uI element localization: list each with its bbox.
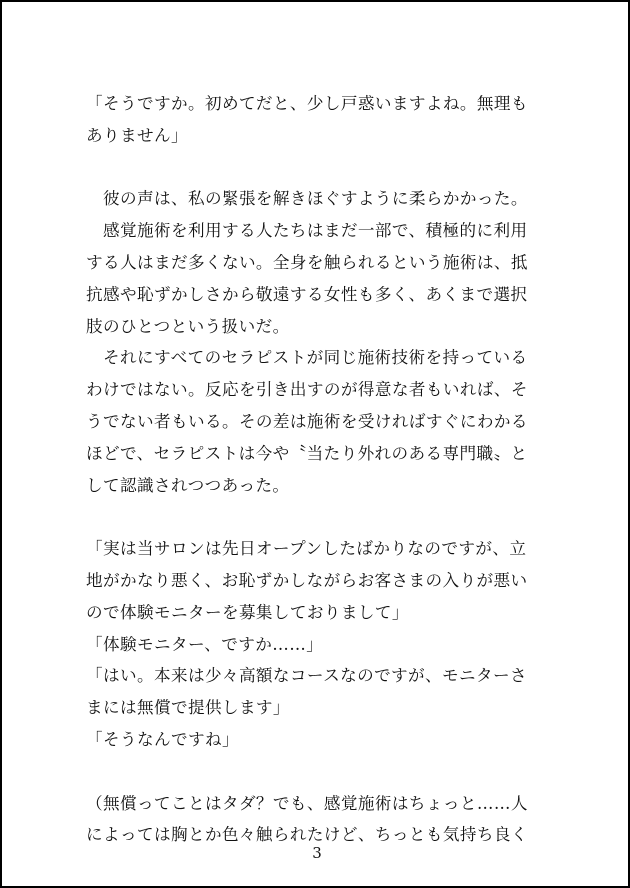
text-line: 抗感や恥ずかしさから敬遠する女性も多く、あくまで選択 — [86, 284, 528, 304]
text-line: によっては胸とか色々触られたけど、ちっとも気持ち良く — [86, 825, 528, 845]
text-line: 「そうですか。初めてだと、少し戸惑いますよね。無理も — [86, 94, 528, 113]
text-line: わけではない。反応を引き出すのが得意な者もいれば、そ — [86, 380, 528, 400]
text-line: 肢のひとつという扱いだ。 — [86, 316, 290, 336]
text-line: ありません」 — [86, 125, 188, 145]
text-line: ほどで、セラピストは今や〝当たり外れのある専門職〟と — [86, 443, 528, 463]
text-line: 彼の声は、私の緊張を解きほぐすように柔らかかった。 — [86, 189, 528, 209]
body-text — [86, 88, 556, 851]
text-line: して認識されつつあった。 — [86, 475, 290, 495]
text-line: それにすべてのセラピストが同じ施術技術を持っている — [86, 348, 528, 368]
text-line: ので体験モニターを募集しておりまして」 — [86, 602, 409, 622]
text-line: 「そうなんですね」 — [86, 729, 239, 749]
text-line: 地がかなり悪く、お恥ずかしながらお客さまの入りが悪い — [86, 570, 528, 590]
text-line: 「実は当サロンは先日オープンしたばかりなのですが、立 — [86, 539, 527, 559]
page-number: 3 — [312, 844, 322, 862]
text-line: まには無償で提供します」 — [86, 698, 290, 718]
text-line: （無償ってことはタダ？でも、感覚施術はちょっと……人 — [86, 793, 528, 813]
text-line: うでない者もいる。その差は施術を受ければすぐにわかる — [86, 411, 528, 431]
text-line: 「体験モニター、ですか……」 — [86, 634, 324, 654]
text-line: する人はまだ多くない。全身を触られるという施術は、抵 — [86, 252, 528, 272]
blank-line — [86, 501, 556, 533]
blank-line — [86, 152, 556, 184]
text-line: 「はい。本来は少々高額なコースなのですが、モニターさ — [86, 666, 528, 686]
text-line: 感覚施術を利用する人たちはまだ一部で、積極的に利用 — [86, 221, 528, 241]
blank-line — [86, 756, 556, 788]
